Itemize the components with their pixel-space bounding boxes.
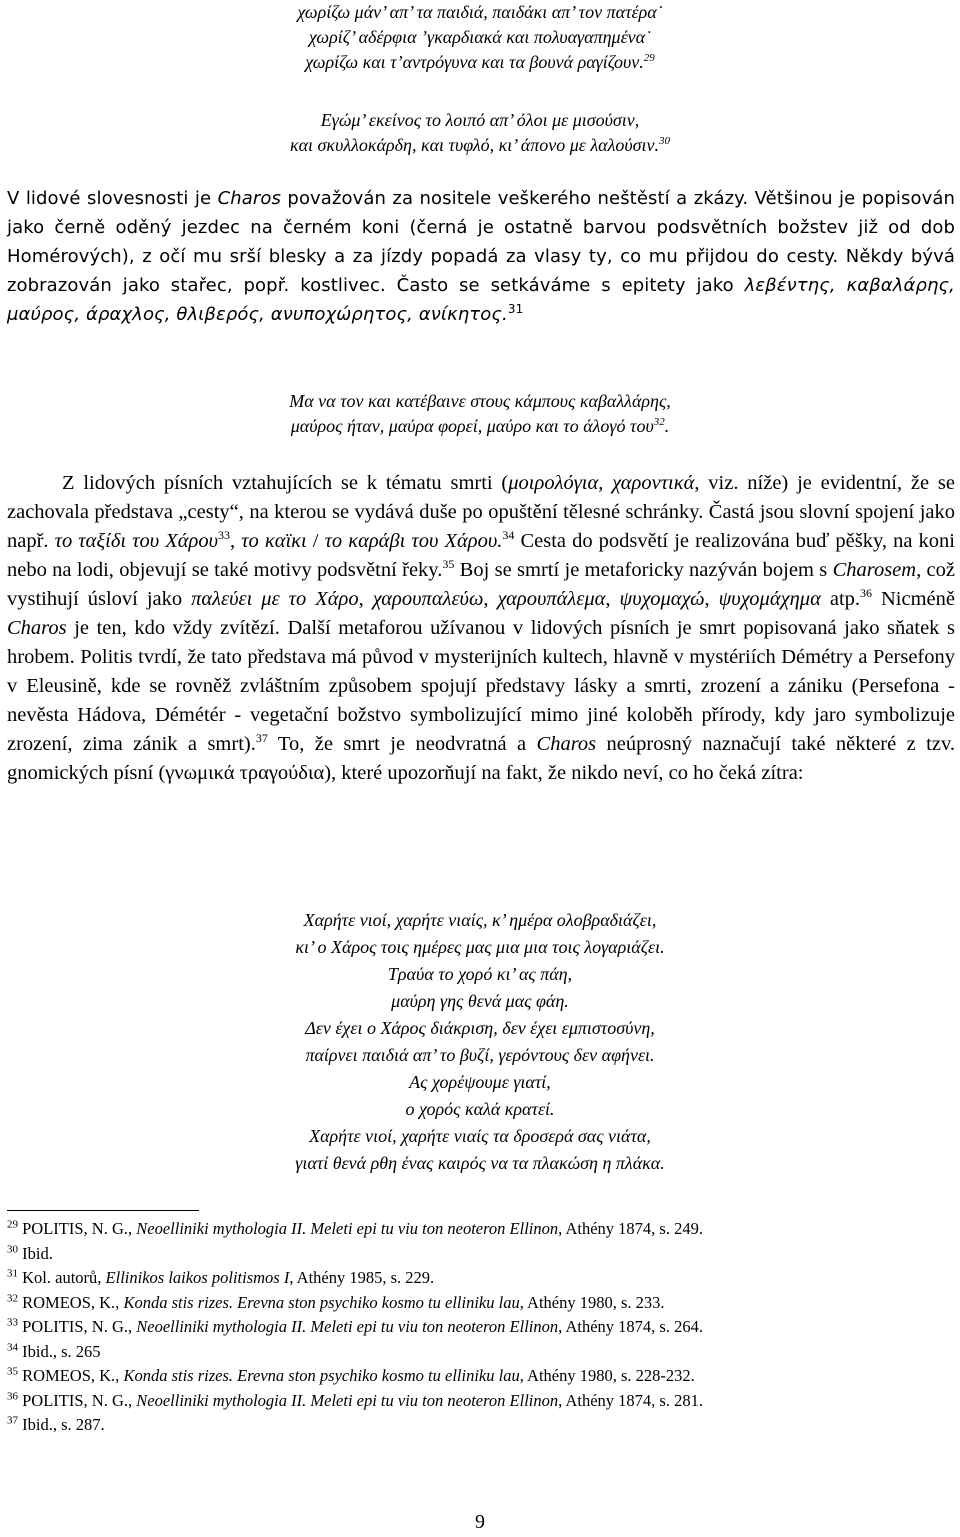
verse-block-top — [0, 0, 960, 75]
verse-line: Εγώμ’ εκείνος το λοιπό απ’ όλοι με μισούσιν, — [320, 110, 640, 130]
footnote-ref[interactable]: 35 — [442, 557, 455, 572]
footnote: $^{32}$ ROMEOS, K., Konda stis rizes. Erevna ston psychiko kosmo tu elliniku lau, Athény 1980, s. 233. — [7, 1292, 665, 1312]
verse-line: μαύρος ήταν, μαύρα φορεί, μαύρο και το άλογό του$^{32}$. — [290, 416, 670, 436]
verse-line: ο χορός καλά κρατεί. — [405, 1099, 555, 1119]
paragraph-songs: Z lidových písních vztahujících se k tématu smrti (μοιρολόγια, χαροντικά, viz. níže) je evidentní, že se zachovala představa „cesty“, na kterou se vydává duše po opuštění tělesné schránky. Častá jsou slovní spojení jako např. το ταξίδι του Χάρου$^{33}$, το καϊκι / το καράβι του Χάρου.$^{34}$ Cesta do podsvětí je realizována buď pěšky, na koni nebo na lodi, objevují se také motivy podsvětní řeky.$^{35}$ Boj se smrtí je metaforicky nazýván bojem s Charosem, což vystihují úsloví jako παλεύει με το Χάρο, χαρουπαλεύω, χαρουπάλεμα, ψυχομαχώ, ψυχομάχημα atp.$^{36}$ Nicméně Charos je ten, kdo vždy zvítězí. Další metaforou užívanou v lidových písních je smrt popisovaná jako sňatek s hrobem. Politis tvrdí, že tato představa má původ v mysterijních kultech, hlavně v mystériích Démétry a Persefony v Eleusině, kde se rovněž zvláštním způsobem spojují představy lásky a smrti, zrození a zániku (Persefona - nevěsta Hádova, Démétér - vegetační božstvo symbolizující mimo jiné koloběh přírody, kdy jaro symbolizuje zrození, zima zánik a smrt).$^{37}$ To, že smrt je neodvratná a Charos neúprosný naznačují také některé z tzv. gnomických písní (γνωμικά τραγούδια), které upozorňují na fakt, že nikdo neví, co ho čeká zítra: — [7, 472, 956, 784]
footnote-ref[interactable]: 32 — [653, 416, 665, 428]
verse-line: Μα να τον και κατέβαινε στους κάμπους καβαλλάρης, — [289, 391, 671, 411]
verse-line: γιατί θενά ρθη ένας καιρός να τα πλακώση η πλάκα. — [295, 1153, 665, 1173]
verse-line: Ας χορέψουμε γιατί, — [409, 1072, 551, 1092]
verse-line: παίρνει παιδιά απ’ το βυζί, γερόντους δεν αφήνει. — [305, 1045, 655, 1065]
footnote: $^{29}$ POLITIS, N. G., Neoelliniki mythologia II. Meleti epi tu viu ton neoteron Ellinon, Athény 1874, s. 249. — [7, 1218, 703, 1238]
footnote-ref[interactable]: 37 — [255, 731, 268, 746]
verse-block-four — [0, 907, 960, 1177]
verse-line: μαύρη γης θενά μας φάη. — [391, 991, 569, 1011]
footnote-ref[interactable]: 33 — [218, 528, 231, 543]
footnote-ref[interactable]: 31 — [507, 302, 524, 316]
footnote-ref[interactable]: 29 — [643, 52, 655, 64]
charos-term: Charos — [217, 188, 281, 209]
footnote: $^{31}$ Kol. autorů, Ellinikos laikos politismos I, Athény 1985, s. 229. — [7, 1267, 435, 1287]
verse-line: κι’ ο Χάρος τοις ημέρες μας μια μια τοις λογαριάζει. — [295, 937, 665, 957]
footnote-ref[interactable]: 30 — [659, 135, 671, 147]
verse-line: και σκυλλοκάρδη, και τυφλό, κι’ άπονο με λαλούσιν.$^{30}$ — [289, 135, 671, 155]
verse-block-three — [0, 389, 960, 439]
footnote: $^{37}$ Ibid., s. 287. — [7, 1414, 105, 1434]
verse-line: χωρίζω και τ’αντρόγυνα και τα βουνά ραγίζουν.$^{29}$ — [305, 52, 655, 72]
footnote: $^{34}$ Ibid., s. 265 — [7, 1341, 101, 1361]
verse-block-two — [0, 108, 960, 158]
footnote-separator — [7, 1210, 199, 1211]
footnote: $^{33}$ POLITIS, N. G., Neoelliniki mythologia II. Meleti epi tu viu ton neoteron Ellinon, Athény 1874, s. 264. — [7, 1316, 703, 1336]
verse-line: Χαρήτε νιοί, χαρήτε νιαίς τα δροσερά σας νιάτα, — [309, 1126, 651, 1146]
footnote-ref[interactable]: 36 — [860, 586, 873, 601]
verse-line: Χαρήτε νιοί, χαρήτε νιαίς, κ’ ημέρα ολοβραδιάζει, — [303, 910, 657, 930]
paragraph-charos: V lidové slovesnosti je Charos považován za nositele veškerého neštěstí a zkázy. Většinou je popisován jako černě oděný jezdec na černém koni (černá je ostatně barvou podsvětních božstev již od dob Homérových), z očí mu srší blesky a za jízdy popadá za vlasy ty, co mu přijdou do cesty. Někdy bývá zobrazován jako stařec, popř. kostlivec. Často se setkáváme s epitety jako λεβέντης, καβαλάρης, μαύρος, άραχλος, θλιβερός, ανυποχώρητος, ανίκητος.$^{31}$ — [7, 188, 955, 325]
footnote: $^{30}$ Ibid. — [7, 1243, 53, 1263]
verse-line: χωρίζ’ αδέρφια ’γκαρδιακά και πολυαγαπημένα˙ — [308, 27, 652, 47]
page-number: 9 — [475, 1511, 485, 1533]
verse-line: χωρίζω μάν’ απ’ τα παιδιά, παιδάκι απ’ τον πατέρα˙ — [297, 2, 663, 22]
verse-line: Δεν έχει ο Χάρος διάκριση, δεν έχει εμπιστοσύνη, — [305, 1018, 655, 1038]
footnotes — [7, 1217, 955, 1438]
footnote-ref[interactable]: 34 — [502, 528, 515, 543]
footnote: $^{36}$ POLITIS, N. G., Neoelliniki mythologia II. Meleti epi tu viu ton neoteron Ellinon, Athény 1874, s. 281. — [7, 1390, 703, 1410]
footnote: $^{35}$ ROMEOS, K., Konda stis rizes. Erevna ston psychiko kosmo tu elliniku lau, Athény 1980, s. 228-232. — [7, 1365, 695, 1385]
greek-epithets: λεβέντης, καβαλάρης, μαύρος, άραχλος, θλιβερός, ανυποχώρητος, ανίκητος. — [7, 275, 955, 325]
verse-line: Τραύα το χορό κι’ ας πάη, — [387, 964, 573, 984]
